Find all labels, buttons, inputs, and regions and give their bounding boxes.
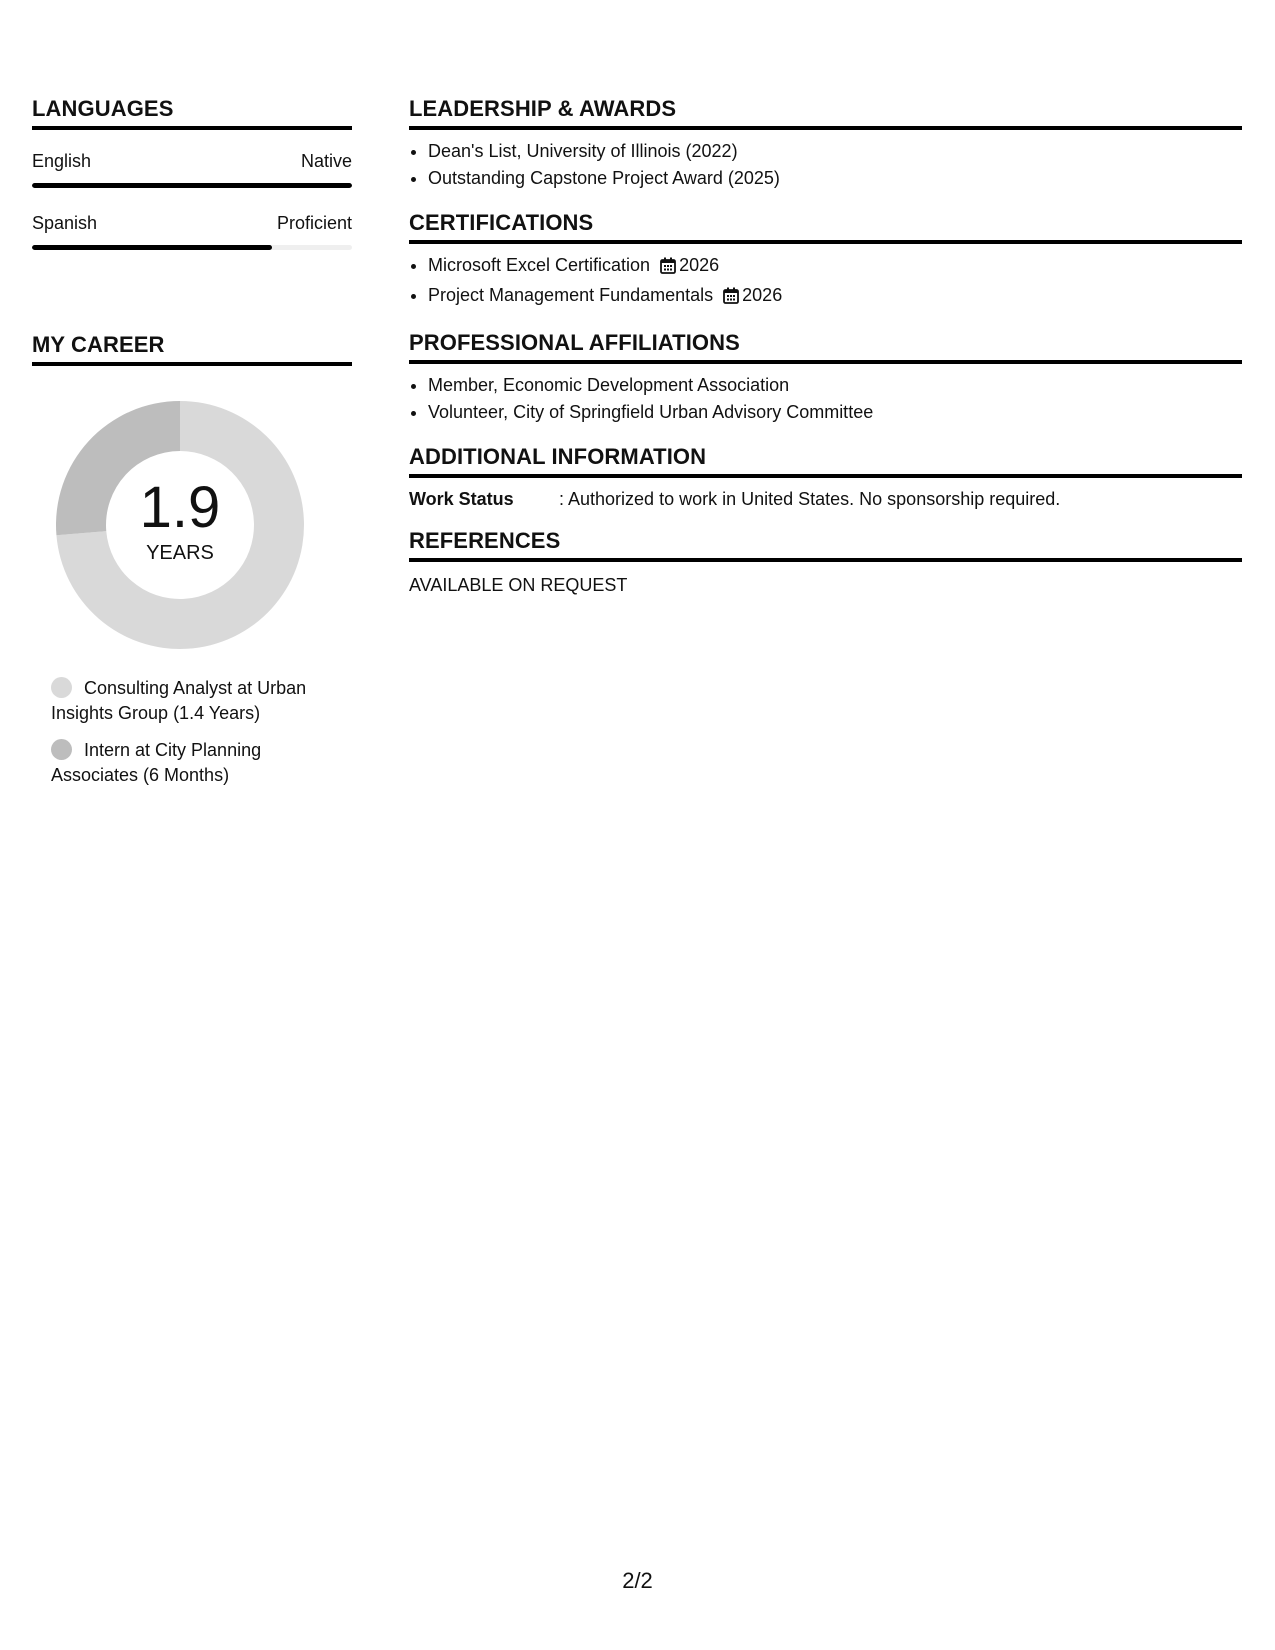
work-status-row: [409, 488, 1242, 510]
list-item: • Dean's List, University of Illinois (2022): [428, 138, 1242, 165]
legend-label: Consulting Analyst at Urban Insights Group (1.4 Years): [51, 678, 307, 723]
legend-swatch: [51, 739, 72, 760]
language-item-spanish: [32, 212, 352, 250]
certification-name: Microsoft Excel Certification: [428, 255, 651, 275]
legend-label: Intern at City Planning Associates (6 Months): [51, 740, 262, 785]
language-row: [32, 150, 352, 172]
leadership-list: [409, 138, 1242, 192]
certification-year: 2026: [742, 285, 783, 305]
list-item: • Outstanding Capstone Project Award (2025): [428, 165, 1242, 192]
page-number: 2/2: [622, 1568, 653, 1593]
language-row: [32, 212, 352, 234]
language-item-english: [32, 150, 352, 188]
certifications-heading: CERTIFICATIONS: [409, 208, 1242, 244]
affiliations-heading: PROFESSIONAL AFFILIATIONS: [409, 328, 1242, 364]
language-proficiency-bar: [32, 245, 352, 250]
additional-info-section: [409, 442, 1242, 510]
languages-heading: LANGUAGES: [32, 94, 352, 130]
list-item: • Member, Economic Development Association: [428, 372, 1242, 399]
career-section: [32, 330, 352, 788]
list-item: [428, 252, 1242, 282]
certifications-section: [409, 208, 1242, 312]
calendar-icon: [660, 255, 676, 282]
legend-item: [51, 676, 341, 726]
legend-swatch: [51, 677, 72, 698]
leadership-heading: LEADERSHIP & AWARDS: [409, 94, 1242, 130]
donut-center-label: [55, 400, 305, 650]
additional-info-heading: ADDITIONAL INFORMATION: [409, 442, 1242, 478]
certifications-list: [409, 252, 1242, 312]
affiliations-list: [409, 372, 1242, 426]
references-text: AVAILABLE ON REQUEST: [409, 575, 628, 595]
career-legend: [32, 676, 341, 788]
language-name: English: [32, 151, 92, 171]
affiliations-section: [409, 328, 1242, 426]
language-proficiency-fill: [32, 183, 352, 188]
language-level: Proficient: [276, 213, 352, 233]
work-status-value: : Authorized to work in United States. No sponsorship required.: [559, 489, 1061, 509]
language-name: Spanish: [32, 213, 98, 233]
languages-section: [32, 94, 352, 250]
career-total-unit: YEARS: [146, 542, 214, 564]
language-level: Native: [300, 151, 352, 171]
career-donut-chart: [55, 400, 305, 650]
legend-item: [51, 738, 341, 788]
career-total-value: 1.9: [139, 475, 221, 540]
list-item: • Volunteer, City of Springfield Urban Advisory Committee: [428, 399, 1242, 426]
calendar-icon: [723, 285, 739, 312]
career-heading: MY CAREER: [32, 330, 352, 366]
language-proficiency-fill: [32, 245, 272, 250]
language-proficiency-bar: [32, 183, 352, 188]
certification-year: 2026: [679, 255, 720, 275]
references-section: [409, 526, 1242, 596]
left-column: [32, 94, 352, 800]
references-heading: REFERENCES: [409, 526, 1242, 562]
certification-name: Project Management Fundamentals: [428, 285, 714, 305]
right-column: [409, 94, 1242, 596]
list-item: [428, 282, 1242, 312]
leadership-section: [409, 94, 1242, 192]
work-status-label: Work Status: [409, 489, 514, 509]
